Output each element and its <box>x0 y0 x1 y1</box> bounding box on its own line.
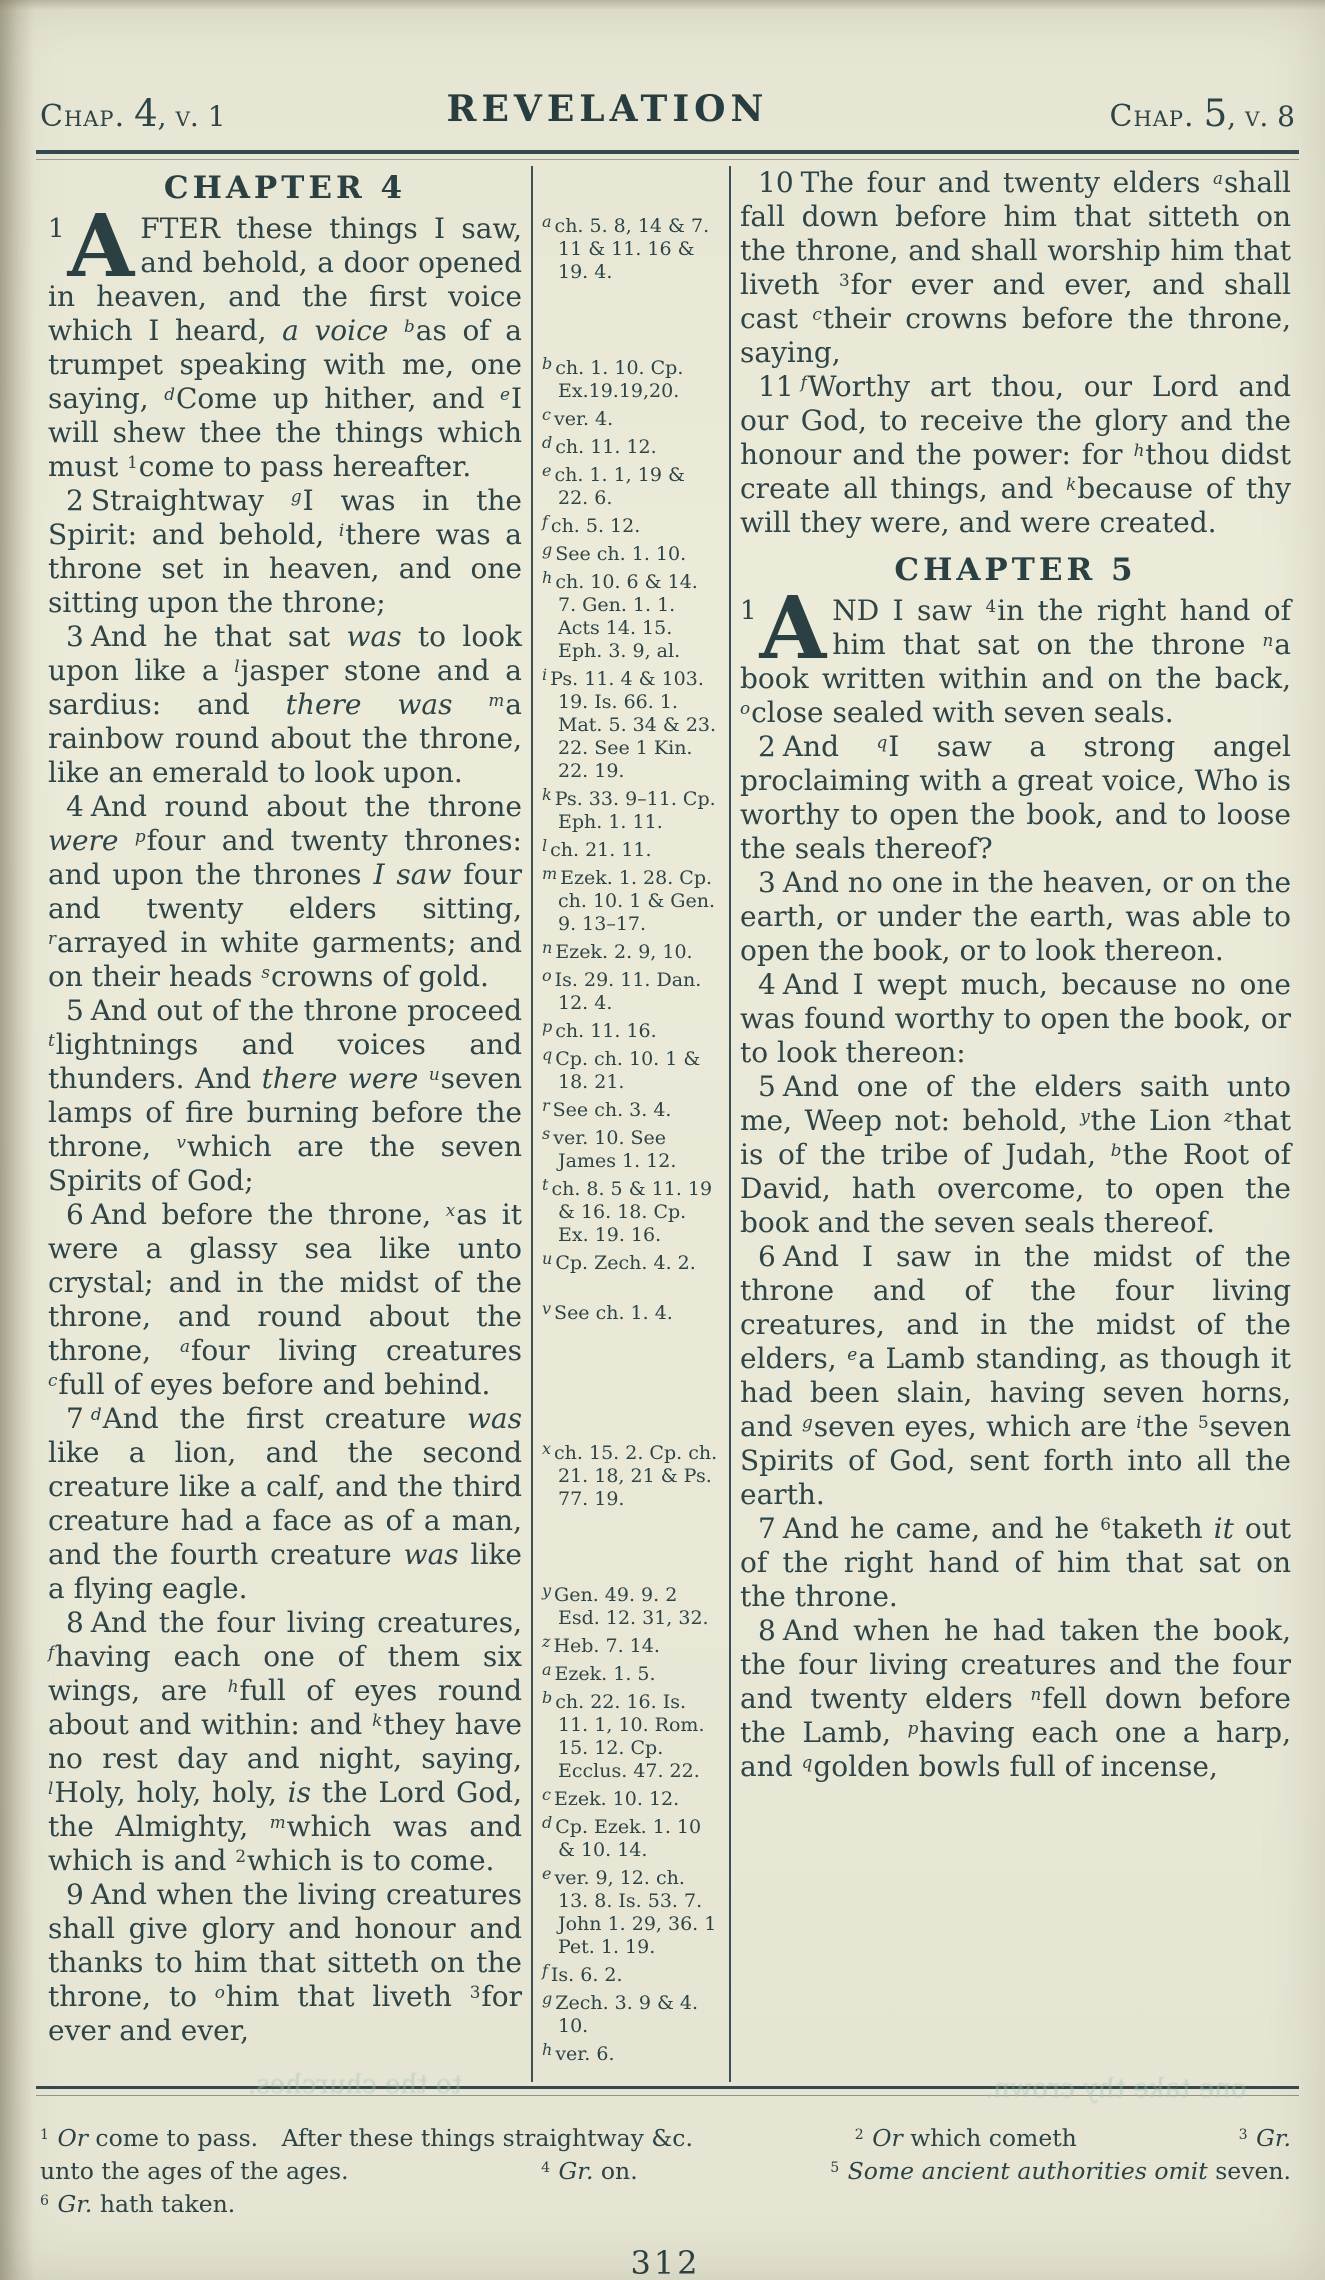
cross-reference <box>542 1630 720 1658</box>
reference-letter: p <box>542 1017 553 1036</box>
footnote: $^5$ Some ancient authorities omit seven. <box>830 2157 1291 2185</box>
reference-letter: u <box>542 1249 553 1268</box>
verse <box>48 1402 522 1606</box>
verse-number: 3 <box>758 866 776 899</box>
verse-text: $^f$Worthy art thou, our Lord and our God, to receive the glory and the honour and the power: for $^h$thou didst create all things, and $^k$because of thy will they were, and were created. <box>740 370 1291 539</box>
right-column <box>740 166 1291 2082</box>
cross-reference <box>542 936 720 964</box>
footnote-rule <box>36 2086 1299 2096</box>
cross-reference <box>542 1173 720 1247</box>
chapter-4-verses <box>48 196 523 2048</box>
reference-text: Cp. Zech. 4. 2. <box>555 1252 696 1274</box>
drop-cap: A <box>759 578 827 679</box>
cross-reference <box>542 1437 720 1511</box>
reference-letter: a <box>542 1660 552 1679</box>
reference-letter: h <box>542 568 553 587</box>
reference-letter: d <box>542 1813 553 1832</box>
verse <box>740 866 1291 968</box>
verse-text: And I saw in the midst of the throne and of the four living creatures, and in the midst of the elders, $^e$a Lamb standing, as though it had been slain, having seven horns, and $^g$seven eyes, which are $^i$the $^5$seven Spirits of God, sent forth into all the earth. <box>740 1240 1291 1511</box>
verse <box>48 196 523 484</box>
cross-reference <box>542 1297 720 1325</box>
cross-reference <box>542 431 720 459</box>
reference-text: ch. 1. 1, 19 & 22. 6. <box>554 464 685 509</box>
reference-letter: l <box>542 836 548 855</box>
verse-number: 7 <box>66 1402 84 1435</box>
verse <box>48 1878 522 2048</box>
verse-text: And he came, and he $^6$taketh it out of the right hand of him that sat on the throne. <box>740 1512 1292 1613</box>
running-header <box>0 0 1325 142</box>
verse-number: 5 <box>758 1070 776 1103</box>
reference-letter: f <box>542 512 548 531</box>
verse-number: 1 <box>740 596 757 626</box>
column-rule-left <box>531 166 533 2082</box>
column-rule-right <box>729 166 731 2082</box>
footnotes <box>0 2096 1325 2280</box>
reference-text: ch. 21. 11. <box>550 839 652 861</box>
reference-text: Cp. Ezek. 1. 10 & 10. 14. <box>555 1816 702 1861</box>
cross-reference <box>542 1043 720 1094</box>
reference-text: ch. 5. 8, 14 & 7. 11 & 11. 16 & 19. 4. <box>554 215 710 283</box>
cross-reference <box>542 1247 720 1275</box>
drop-cap: A <box>67 196 135 297</box>
reference-letter: e <box>542 1864 552 1883</box>
verse-number: 8 <box>66 1606 84 1639</box>
verse-text: Straightway $^g$I was in the Spirit: and behold, $^i$there was a throne set in heaven, and one sitting upon the throne; <box>48 484 522 619</box>
reference-text: ch. 11. 12. <box>555 436 657 458</box>
chap-verse-ref: , v. 1 <box>157 100 226 133</box>
verse <box>740 1240 1291 1512</box>
verse-text: The four and twenty elders $^a$shall fall down before him that sitteth on the throne, and shall worship him that liveth $^3$for ever and ever, and shall cast $^c$their crowns before the throne, saying, <box>740 166 1291 369</box>
cross-reference <box>542 783 720 834</box>
page-number: 312 <box>630 2244 701 2280</box>
verse <box>740 370 1291 540</box>
chapter-4-continued-verses <box>740 166 1291 540</box>
verse-number: 6 <box>758 1240 776 1273</box>
verse-number: 7 <box>758 1512 776 1545</box>
verse <box>48 790 522 994</box>
verse-number: 10 <box>758 166 794 199</box>
cross-references-column <box>542 166 720 2082</box>
verse <box>740 166 1291 370</box>
footnote: $^1$ Or come to pass. After these things straightway &c. <box>40 2124 693 2152</box>
verse <box>740 1512 1291 1614</box>
verse-text: $^d$And the first creature was like a lion, and the second creature like a calf, and the third creature had a face as of a man, and the fourth creature was like a flying eagle. <box>48 1402 522 1605</box>
chapter-5-heading: CHAPTER 5 <box>894 552 1137 588</box>
reference-letter: z <box>542 1632 551 1651</box>
verse <box>740 1070 1291 1240</box>
chapter-4-heading: CHAPTER 4 <box>163 170 407 206</box>
reference-text: ch. 5. 12. <box>550 515 641 537</box>
footnote-line-2 <box>40 2155 1291 2188</box>
reference-text: Cp. ch. 10. 1 & 18. 21. <box>555 1048 701 1093</box>
cross-reference-list <box>542 210 720 2082</box>
verse-number: 8 <box>758 1614 776 1647</box>
left-column <box>48 166 522 2082</box>
cross-reference <box>542 1686 720 1783</box>
footnote-line-1 <box>40 2122 1291 2155</box>
reference-text: ver. 4. <box>553 408 614 430</box>
cross-reference <box>542 663 720 783</box>
cross-reference <box>542 964 720 1015</box>
cross-reference <box>542 1579 720 1630</box>
reference-letter: c <box>542 1785 551 1804</box>
verse-number: 6 <box>66 1198 84 1231</box>
verse-text: And before the throne, $^x$as it were a glassy sea like unto crystal; and in the midst of the throne, and round about the throne, $^a$four living creatures $^c$full of eyes before and behind. <box>48 1198 522 1401</box>
cross-reference <box>542 352 720 403</box>
reference-text: ver. 9, 12. ch. 13. 8. Is. 53. 7. John 1. 29, 36. 1 Pet. 1. 19. <box>554 1867 717 1958</box>
reference-text: ch. 15. 2. Cp. ch. 21. 18, 21 & Ps. 77. 19. <box>554 1442 718 1510</box>
reference-letter: b <box>542 354 553 373</box>
reference-text: ch. 1. 10. Cp. Ex.19.19,20. <box>555 357 684 402</box>
reference-letter: b <box>542 1688 553 1707</box>
reference-letter: a <box>542 212 552 231</box>
reference-text: Is. 29. 11. Dan. 12. 4. <box>554 969 702 1014</box>
verse-number: 9 <box>66 1878 84 1911</box>
reference-text: Ezek. 1. 28. Cp. ch. 10. 1 & Gen. 9. 13–17. <box>558 867 715 935</box>
reference-text: See ch. 1. 4. <box>554 1302 673 1324</box>
reference-letter: e <box>542 461 552 480</box>
reference-text: ch. 11. 16. <box>555 1020 657 1042</box>
cross-reference <box>542 210 720 284</box>
verse-number: 1 <box>48 214 65 244</box>
reference-letter: n <box>542 938 553 957</box>
verse-text: FTER these things I saw, and behold, a door opened in heaven, and the first voice which I heard, a voice $^b$as of a trumpet speaking with me, one saying, $^d$Come up hither, and $^e$I will shew thee the things which must $^1$come to pass hereafter. <box>48 212 523 483</box>
cross-reference <box>542 862 720 936</box>
verse-text: And no one in the heaven, or on the earth, or under the earth, was able to open the book, or to look thereon. <box>740 866 1292 967</box>
reference-text: Gen. 49. 9. 2 Esd. 12. 31, 32. <box>554 1584 709 1629</box>
reference-letter: c <box>542 405 551 424</box>
verse-text: And the four living creatures, $^f$having each one of them six wings, are $^h$full of eyes round about and within: and $^k$they have no rest day and night, saying, $^l$Holy, holy, holy, is the Lord God, the Almighty, $^m$which was and which is and $^2$which is to come. <box>48 1606 522 1877</box>
cross-reference <box>542 1811 720 1862</box>
verse <box>740 968 1291 1070</box>
cross-reference <box>542 1094 720 1122</box>
reference-text: Ezek. 1. 5. <box>554 1663 656 1685</box>
footnote-line-3 <box>40 2188 1291 2221</box>
verse-number: 5 <box>66 994 84 1027</box>
reference-letter: m <box>542 864 558 883</box>
reference-text: ver. 6. <box>555 2043 615 2065</box>
ghost-text: one take thy crown. <box>985 2074 1247 2104</box>
reference-text: See ch. 1. 10. <box>555 543 687 565</box>
chap-label: Chap. <box>1109 99 1195 134</box>
reference-letter: x <box>542 1439 552 1458</box>
footnote: $^6$ Gr. hath taken. <box>40 2190 236 2218</box>
verse-number: 2 <box>66 484 84 517</box>
reference-letter: o <box>542 966 552 985</box>
cross-reference <box>542 834 720 862</box>
footnote: $^2$ Or which cometh <box>854 2124 1077 2152</box>
reference-letter: h <box>542 2040 553 2059</box>
cross-reference <box>542 510 720 538</box>
verse-text: ND I saw $^4$in the right hand of him that sat on the throne $^n$a book written within and on the back, $^o$close sealed with seven seals. <box>740 594 1291 729</box>
reference-text: See ch. 3. 4. <box>552 1099 672 1121</box>
reference-text: Ps. 33. 9–11. Cp. Eph. 1. 11. <box>554 788 716 833</box>
ghost-text: to the churches. <box>248 2070 462 2100</box>
reference-text: Ezek. 10. 12. <box>553 1788 680 1810</box>
verse-number: 4 <box>66 790 84 823</box>
reference-letter: q <box>542 1045 553 1064</box>
verse <box>48 1198 522 1402</box>
cross-reference <box>542 1015 720 1043</box>
footnote: $^3$ Gr. <box>1238 2124 1291 2152</box>
reference-text: ver. 10. See James 1. 12. <box>553 1127 677 1172</box>
reference-letter: f <box>542 1961 548 1980</box>
verse <box>48 1606 522 1878</box>
chap-number: 4 <box>134 92 158 135</box>
cross-reference <box>542 538 720 566</box>
verse <box>740 730 1291 866</box>
reference-text: ch. 8. 5 & 11. 19 & 16. 18. Cp. Ex. 19. 16. <box>551 1178 713 1246</box>
reference-text: Zech. 3. 9 & 4. 10. <box>555 1992 699 2037</box>
cross-reference <box>542 2038 720 2066</box>
reference-letter: y <box>542 1581 552 1600</box>
verse-text: And when the living creatures shall give glory and honour and thanks to him that sitteth on the throne, to $^o$him that liveth $^3$for ever and ever, <box>48 1878 522 2047</box>
reference-text: ch. 22. 16. Is. 11. 1, 10. Rom. 15. 12. Cp. Ecclus. 47. 22. <box>555 1691 705 1782</box>
cross-reference <box>542 403 720 431</box>
chap-label: Chap. <box>40 99 126 134</box>
footnote: $^4$ Gr. on. <box>541 2157 638 2185</box>
verse <box>48 484 522 620</box>
cross-reference <box>542 1987 720 2038</box>
running-head-right <box>1109 92 1295 135</box>
verse <box>48 620 522 790</box>
reference-letter: k <box>542 785 552 804</box>
verse-text: And $^q$I saw a strong angel proclaiming with a great voice, Who is worthy to open the book, and to loose the seals thereof? <box>740 730 1291 865</box>
text-columns <box>0 160 1325 2082</box>
verse-text: And when he had taken the book, the four living creatures and the four and twenty elders $^n$fell down before the Lamb, $^p$having each one a harp, and $^q$golden bowls full of incense, <box>740 1614 1291 1783</box>
verse-number: 2 <box>758 730 776 763</box>
reference-letter: r <box>542 1096 550 1115</box>
reference-text: ch. 10. 6 & 14. 7. Gen. 1. 1. Acts 14. 15. Eph. 3. 9, al. <box>555 571 698 662</box>
header-rule <box>36 150 1299 160</box>
verse-number: 3 <box>66 620 84 653</box>
reference-text: Heb. 7. 14. <box>553 1635 660 1657</box>
cross-reference <box>542 1122 720 1173</box>
reference-letter: v <box>542 1299 552 1318</box>
book-title: REVELATION <box>446 88 769 130</box>
cross-reference <box>542 459 720 510</box>
cross-reference <box>542 566 720 663</box>
cross-reference <box>542 1959 720 1987</box>
verse-text: And I wept much, because no one was found worthy to open the book, or to look thereon: <box>740 968 1291 1069</box>
reference-letter: s <box>542 1124 551 1143</box>
reference-letter: d <box>542 433 553 452</box>
verse <box>740 578 1291 730</box>
reference-letter: i <box>542 665 548 684</box>
cross-reference <box>542 1862 720 1959</box>
reference-letter: g <box>542 1989 553 2008</box>
chapter-5-verses <box>740 578 1292 1784</box>
verse-text: And round about the throne were $^p$four and twenty thrones: and upon the thrones I saw four and twenty elders sitting, $^r$arrayed in white garments; and on their heads $^s$crowns of gold. <box>48 790 522 993</box>
verse <box>740 1614 1291 1784</box>
verse-text: And out of the throne proceed $^t$lightnings and voices and thunders. And there were $^u$seven lamps of fire burning before the throne, $^v$which are the seven Spirits of God; <box>48 994 523 1197</box>
verse-text: And he that sat was to look upon like a $^l$jasper stone and a sardius: and there was $^m$a rainbow round about the throne, like an emerald to look upon. <box>48 620 522 789</box>
chap-number: 5 <box>1203 92 1228 135</box>
reference-text: Ezek. 2. 9, 10. <box>555 941 693 963</box>
cross-reference <box>542 1658 720 1686</box>
reference-text: Ps. 11. 4 & 103. 19. Is. 66. 1. Mat. 5. 34 & 23. 22. See 1 Kin. 22. 19. <box>550 668 717 782</box>
reference-letter: g <box>542 540 553 559</box>
verse-number: 11 <box>758 370 794 403</box>
reference-text: Is. 6. 2. <box>550 1964 623 1986</box>
reference-letter: t <box>542 1175 549 1194</box>
verse <box>48 994 522 1198</box>
chap-verse-ref: , v. 8 <box>1227 100 1295 133</box>
footnote: unto the ages of the ages. <box>40 2157 349 2185</box>
verse-text: And one of the elders saith unto me, Weep not: behold, $^y$the Lion $^z$that is of the tribe of Judah, $^b$the Root of David, hath overcome, to open the book and the seven seals thereof. <box>740 1070 1291 1239</box>
verse-number: 4 <box>758 968 776 1001</box>
cross-reference <box>542 1783 720 1811</box>
